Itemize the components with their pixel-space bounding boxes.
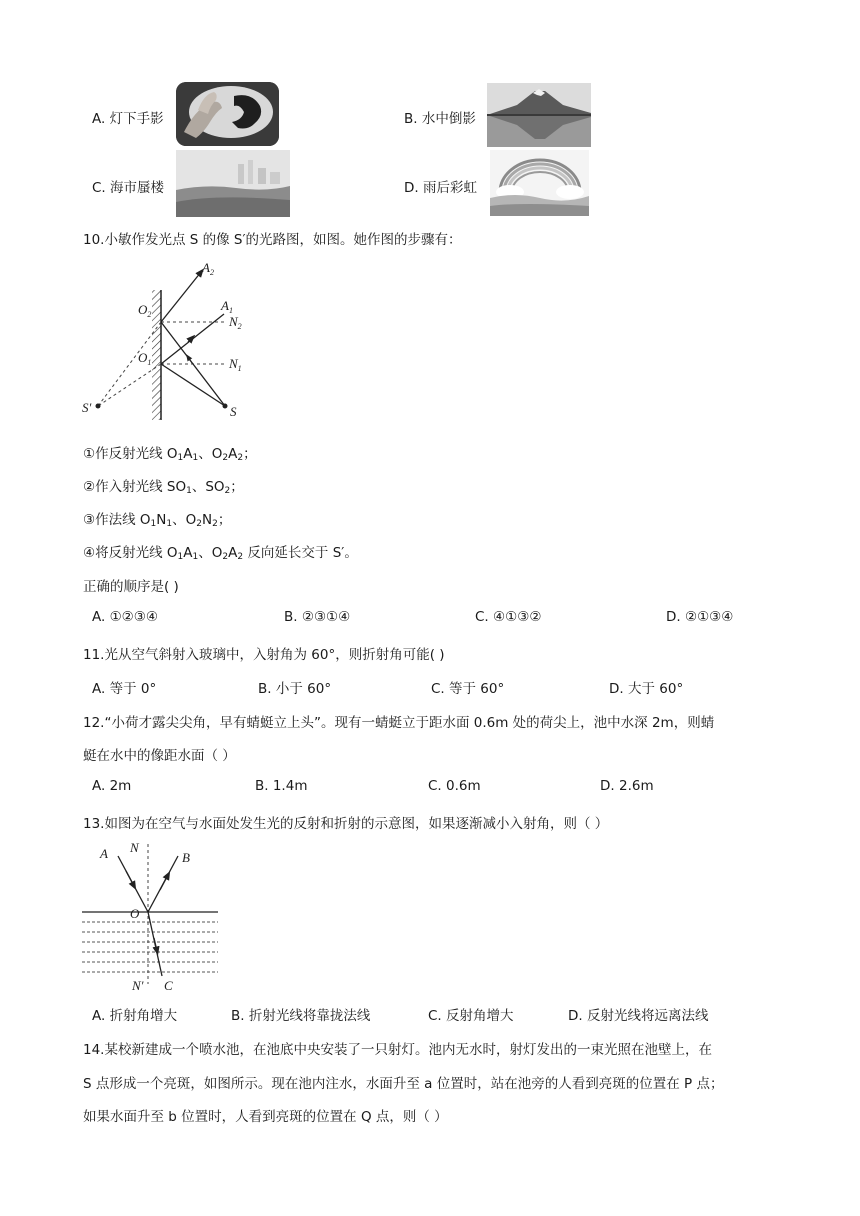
mountain-reflection-image <box>487 83 591 147</box>
q11-option-d[interactable]: D. 大于 60° <box>609 681 684 697</box>
q10-option-b[interactable]: B. ②③①④ <box>284 609 351 625</box>
q13-option-b[interactable]: B. 折射光线将靠拢法线 <box>231 1008 371 1024</box>
q10-step-3: ③作法线 $O_1N_1$、$O_2N_2$； <box>83 512 232 529</box>
label-n-prime: N′ <box>132 978 144 993</box>
q9-option-d[interactable]: D. 雨后彩虹 <box>404 180 477 196</box>
mirror-light-path-figure <box>80 258 250 428</box>
label-n1: N <box>229 356 238 371</box>
q12-stem-line-1: 12.“小荷才露尖尖角，早有蜻蜓立上头”。现有一蜻蜓立于距水面 0.6m 处的荷尖上，池中水深 2m，则蜻 <box>83 715 715 731</box>
label-o2: O <box>138 302 148 317</box>
rainbow-image <box>490 150 589 216</box>
svg-text:N2: $N_2$ <box>229 314 242 331</box>
q10-step-4: ④将反射光线 $O_1A_1$、$O_2A_2$ 反向延长交于 S′。 <box>83 545 358 562</box>
q10-option-c[interactable]: C. ④①③② <box>475 609 542 625</box>
q14-stem-line-3: 如果水面升至 b 位置时，人看到亮斑的位置在 Q 点，则（ ） <box>83 1109 448 1125</box>
q10-stem: 10.小敏作发光点 S 的像 S′的光路图，如图。她作图的步骤有： <box>83 232 462 248</box>
label-s-prime: S′ <box>82 400 92 415</box>
label-s: S <box>230 404 237 419</box>
q12-option-c[interactable]: C. 0.6m <box>428 778 481 794</box>
label-n2: N <box>229 314 238 329</box>
q12-option-a[interactable]: A. 2m <box>92 778 132 794</box>
q10-step-1: ①作反射光线 $O_1A_1$、$O_2A_2$； <box>83 446 257 463</box>
label-b: B <box>182 850 190 865</box>
q9-option-b[interactable]: B. 水中倒影 <box>404 111 476 127</box>
q10-option-a[interactable]: A. ①②③④ <box>92 609 158 625</box>
q12-stem-line-2: 蜓在水中的像距水面（ ） <box>83 748 236 764</box>
q13-option-d[interactable]: D. 反射光线将远离法线 <box>568 1008 709 1024</box>
hand-shadow-image <box>176 82 279 146</box>
svg-text:A1: $A_1$ <box>221 298 233 315</box>
label-a: A <box>100 846 108 861</box>
label-c: C <box>164 978 173 993</box>
svg-text:N1: $N_1$ <box>229 356 242 373</box>
label-n: N <box>130 840 139 855</box>
q9-option-c[interactable]: C. 海市蜃楼 <box>92 180 165 196</box>
label-o1: O <box>138 350 148 365</box>
label-o: O <box>130 906 140 921</box>
q10-ask: 正确的顺序是( ) <box>83 579 179 595</box>
q14-stem-line-2: S 点形成一个亮斑，如图所示。现在池内注水，水面升至 a 位置时，站在池旁的人看到亮斑的位置在 P 点； <box>83 1076 724 1092</box>
q12-option-b[interactable]: B. 1.4m <box>255 778 308 794</box>
svg-text:O2: $O_2$ <box>138 302 152 319</box>
reflection-refraction-figure <box>82 838 222 996</box>
q10-option-d[interactable]: D. ②①③④ <box>666 609 734 625</box>
q11-option-b[interactable]: B. 小于 60° <box>258 681 332 697</box>
q12-option-d[interactable]: D. 2.6m <box>600 778 654 794</box>
q13-stem: 13.如图为在空气与水面处发生光的反射和折射的示意图，如果逐渐减小入射角，则（ ） <box>83 816 609 832</box>
q14-stem-line-1: 14.某校新建成一个喷水池，在池底中央安装了一只射灯。池内无水时，射灯发出的一束光照在池壁上，在 <box>83 1042 712 1058</box>
mirage-image <box>176 150 290 217</box>
q10-step-2: ②作入射光线 $SO_1$、$SO_2$； <box>83 479 244 496</box>
svg-text:A2: $A_2$ <box>202 260 214 277</box>
q13-option-a[interactable]: A. 折射角增大 <box>92 1008 178 1024</box>
label-a2: A <box>202 260 210 275</box>
q11-option-a[interactable]: A. 等于 0° <box>92 681 157 697</box>
q11-stem: 11.光从空气斜射入玻璃中，入射角为 60°，则折射角可能( ) <box>83 647 445 663</box>
label-a1: A <box>221 298 229 313</box>
q9-option-a[interactable]: A. 灯下手影 <box>92 111 164 127</box>
q13-option-c[interactable]: C. 反射角增大 <box>428 1008 514 1024</box>
svg-text:O1: $O_1$ <box>138 350 152 367</box>
q11-option-c[interactable]: C. 等于 60° <box>431 681 505 697</box>
